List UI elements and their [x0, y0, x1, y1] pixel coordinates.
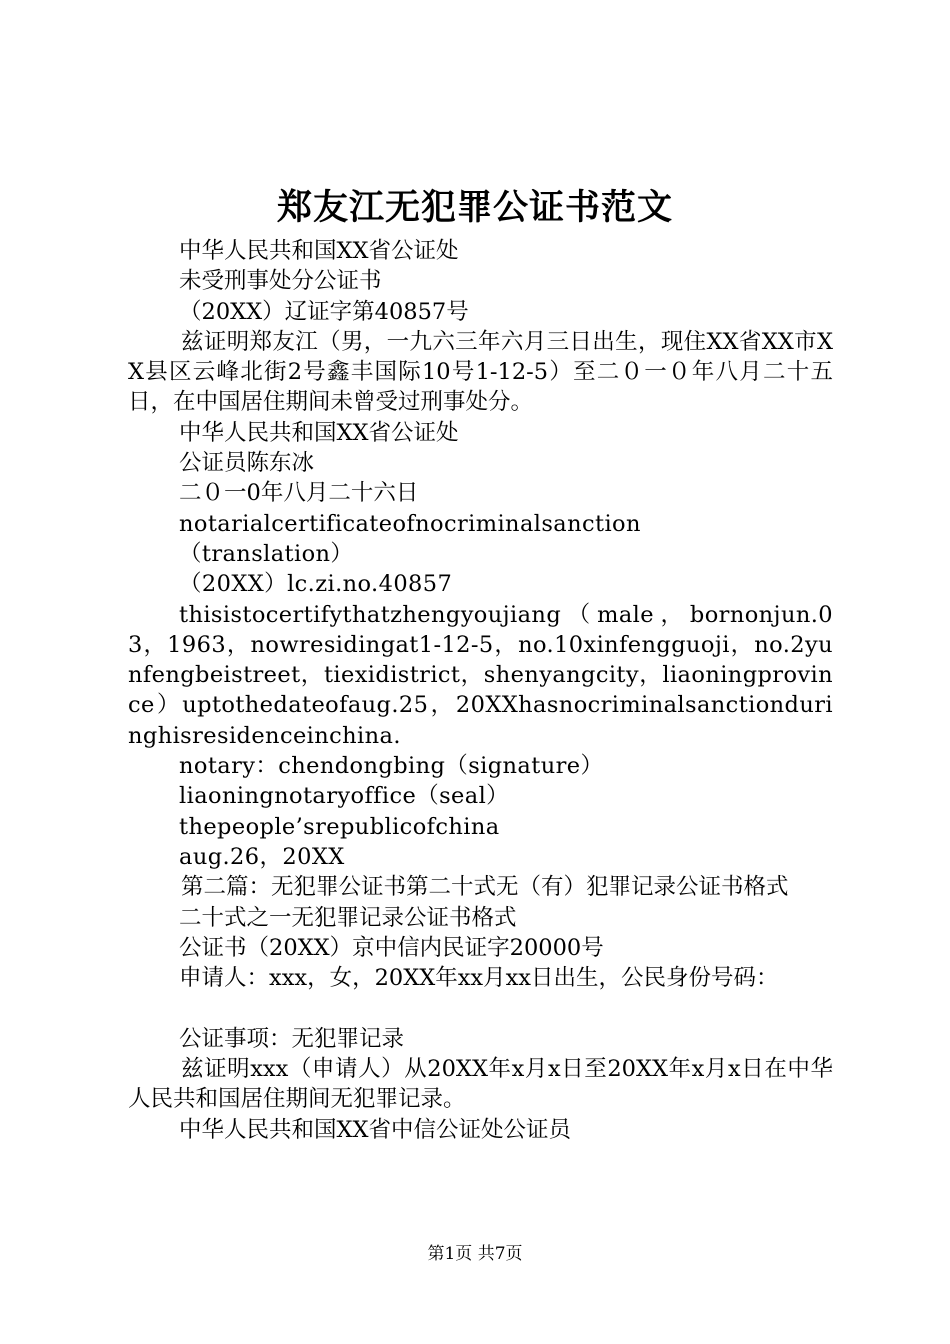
- paragraph: 公证书（20XX）京中信内民证字20000号: [179, 934, 604, 961]
- paragraph: 兹证明xxx（申请人）从20XX年x月x日至20XX年x月x日在中华人民共和国居住期间无犯罪记录。: [128, 1056, 833, 1113]
- paragraph: （20XX）辽证字第40857号: [179, 298, 469, 325]
- paragraph: 兹证明郑友江（男，一九六三年六月三日出生，现住XX省XX市XX县区云峰北街2号鑫丰国际10号1-12-5）至二０一０年八月二十五日，在中国居住期间未曾受过刑事处分。: [128, 328, 833, 416]
- paragraph: liaoningnotaryoffice（seal）: [179, 783, 510, 810]
- paragraph: 二０一0年八月二十六日: [179, 480, 419, 507]
- paragraph: （20XX）lc.zi.no.40857: [179, 571, 453, 598]
- paragraph: 中华人民共和国XX省公证处: [179, 419, 459, 446]
- paragraph: 第二篇：无犯罪公证书第二十式无（有）犯罪记录公证书格式: [181, 874, 789, 901]
- blank-line: [128, 993, 833, 1023]
- paragraph: 公证员陈东冰: [179, 450, 315, 477]
- page-footer: 第1页 共7页: [427, 1244, 523, 1264]
- document-title: 郑友江无犯罪公证书范文: [276, 187, 673, 228]
- paragraph: thepeople’srepublicofchina: [179, 813, 500, 840]
- paragraph: 申请人：xxx，女，20XX年xx月xx日出生，公民身份号码：: [179, 965, 779, 992]
- paragraph: notary：chendongbing（signature）: [179, 753, 604, 780]
- paragraph: notarialcertificateofnocriminalsanction: [179, 510, 641, 537]
- paragraph: 公证事项：无犯罪记录: [179, 1025, 405, 1052]
- document-body: [128, 236, 833, 1145]
- paragraph: （translation）: [179, 540, 354, 567]
- paragraph: 中华人民共和国XX省公证处: [179, 238, 459, 264]
- paragraph: 未受刑事处分公证书: [179, 268, 382, 295]
- paragraph: 二十式之一无犯罪记录公证书格式: [179, 904, 517, 931]
- paragraph: thisistocertifythatzhengyoujiang（male，bornonjun.03，1963，nowresidingat1-12-5，no.10xinfengguoji，no.2yunfengbeistreet，tiexidistrict，shenyangcity，liaoningprovince）uptothedateofaug.25，20XXhasnocriminalsanctionduringhisresidenceinchina.: [128, 601, 833, 749]
- paragraph: aug.26，20XX: [179, 843, 345, 870]
- paragraph: 中华人民共和国XX省中信公证处公证员: [179, 1116, 572, 1143]
